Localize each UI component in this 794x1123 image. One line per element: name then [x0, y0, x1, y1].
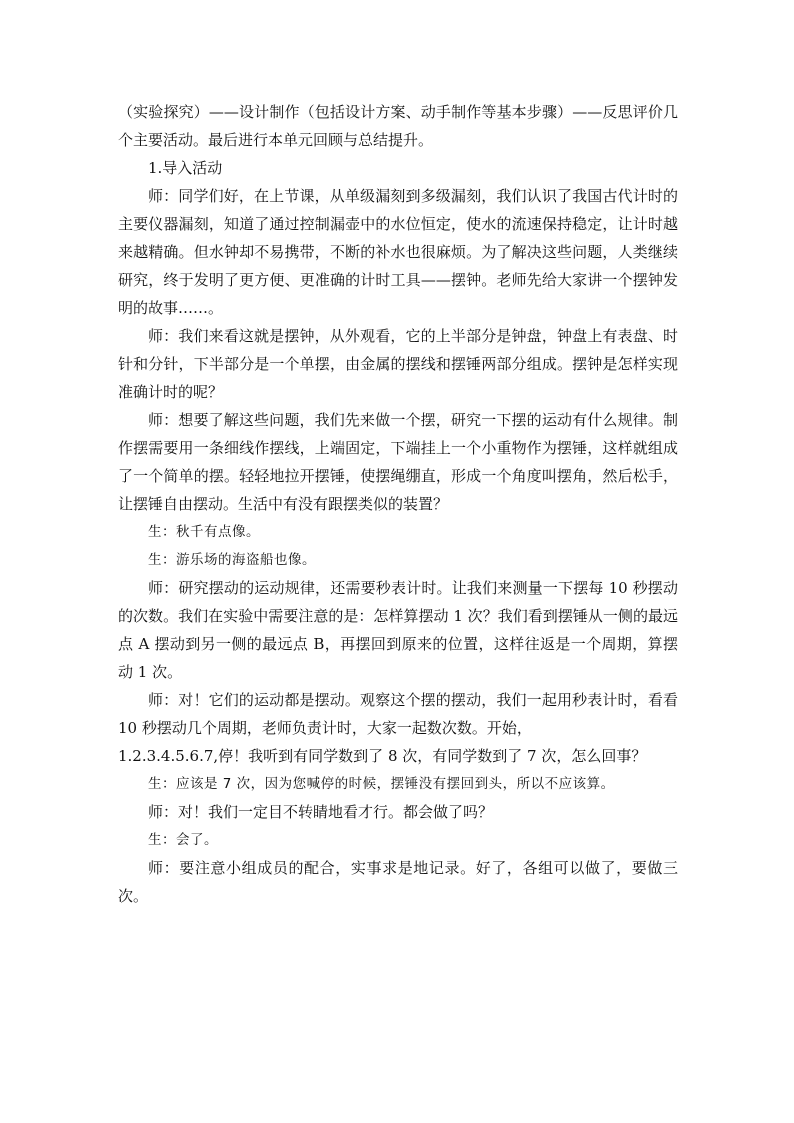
student-reply: 生：秋千有点像。 — [148, 524, 260, 540]
teacher-speech: 师：同学们好，在上节课，从单级漏刻到多级漏刻，我们认识了我国古代计时的主要仪器漏刻，知道了通过控制漏壶中的水位恒定，使水的流速保持稳定，让计时越来越精确。但水钟却不易携带，不断的补水也很麻烦。为了解决这些问题，人类继续研究，终于发明了更方便、更准确的计时工具——摆钟。老师先给大家讲一个摆钟发明的故事……。 — [118, 187, 678, 317]
document-body — [118, 98, 678, 910]
student-reply: 生：会了。 — [148, 832, 218, 848]
paragraph-intro-steps: （实验探究）——设计制作（包括设计方案、动手制作等基本步骤）——反思评价几个主要活动。最后进行本单元回顾与总结提升。 — [118, 103, 678, 149]
teacher-speech: 师：对！我们一定目不转睛地看才行。都会做了吗？ — [148, 803, 494, 821]
teacher-speech: 师：研究摆动的运动规律，还需要秒表计时。让我们来测量一下摆每 10 秒摆动的次数。我们在实验中需要注意的是：怎样算摆动 1 次？我们看到摆锤从一侧的最远点 A 摆动到另一侧的最远点 B，再摆回到原来的位置，这样往返是一个周期，算摆动 1 次。 — [118, 579, 678, 681]
teacher-speech: 师：要注意小组成员的配合，实事求是地记录。好了，各组可以做了，要做三次。 — [118, 859, 678, 905]
student-reply: 生：应该是 7 次，因为您喊停的时候，摆锤没有摆回到头，所以不应该算。 — [148, 776, 615, 792]
student-reply: 生：游乐场的海盗船也像。 — [148, 552, 316, 568]
teacher-speech-continued: 1.2.3.4.5.6.7,停！我听到有同学数到了 8 次，有同学数到了 7 次，怎么回事？ — [118, 747, 647, 765]
teacher-speech: 师：想要了解这些问题，我们先来做一个摆，研究一下摆的运动有什么规律。制作摆需要用一条细线作摆线，上端固定，下端挂上一个小重物作为摆锤，这样就组成了一个简单的摆。轻轻地拉开摆锤，使摆绳绷直，形成一个角度叫摆角，然后松手，让摆锤自由摆动。生活中有没有跟摆类似的装置？ — [118, 411, 678, 513]
teacher-speech: 师：我们来看这就是摆钟，从外观看，它的上半部分是钟盘，钟盘上有表盘、时针和分针，下半部分是一个单摆，由金属的摆线和摆锤两部分组成。摆钟是怎样实现准确计时的呢？ — [118, 327, 678, 401]
teacher-speech: 师：对！它们的运动都是摆动。观察这个摆的摆动，我们一起用秒表计时，看看 10 秒摆动几个周期，老师负责计时，大家一起数次数。开始， — [118, 691, 678, 737]
section-heading-intro-activity: 1.导入活动 — [148, 159, 223, 177]
